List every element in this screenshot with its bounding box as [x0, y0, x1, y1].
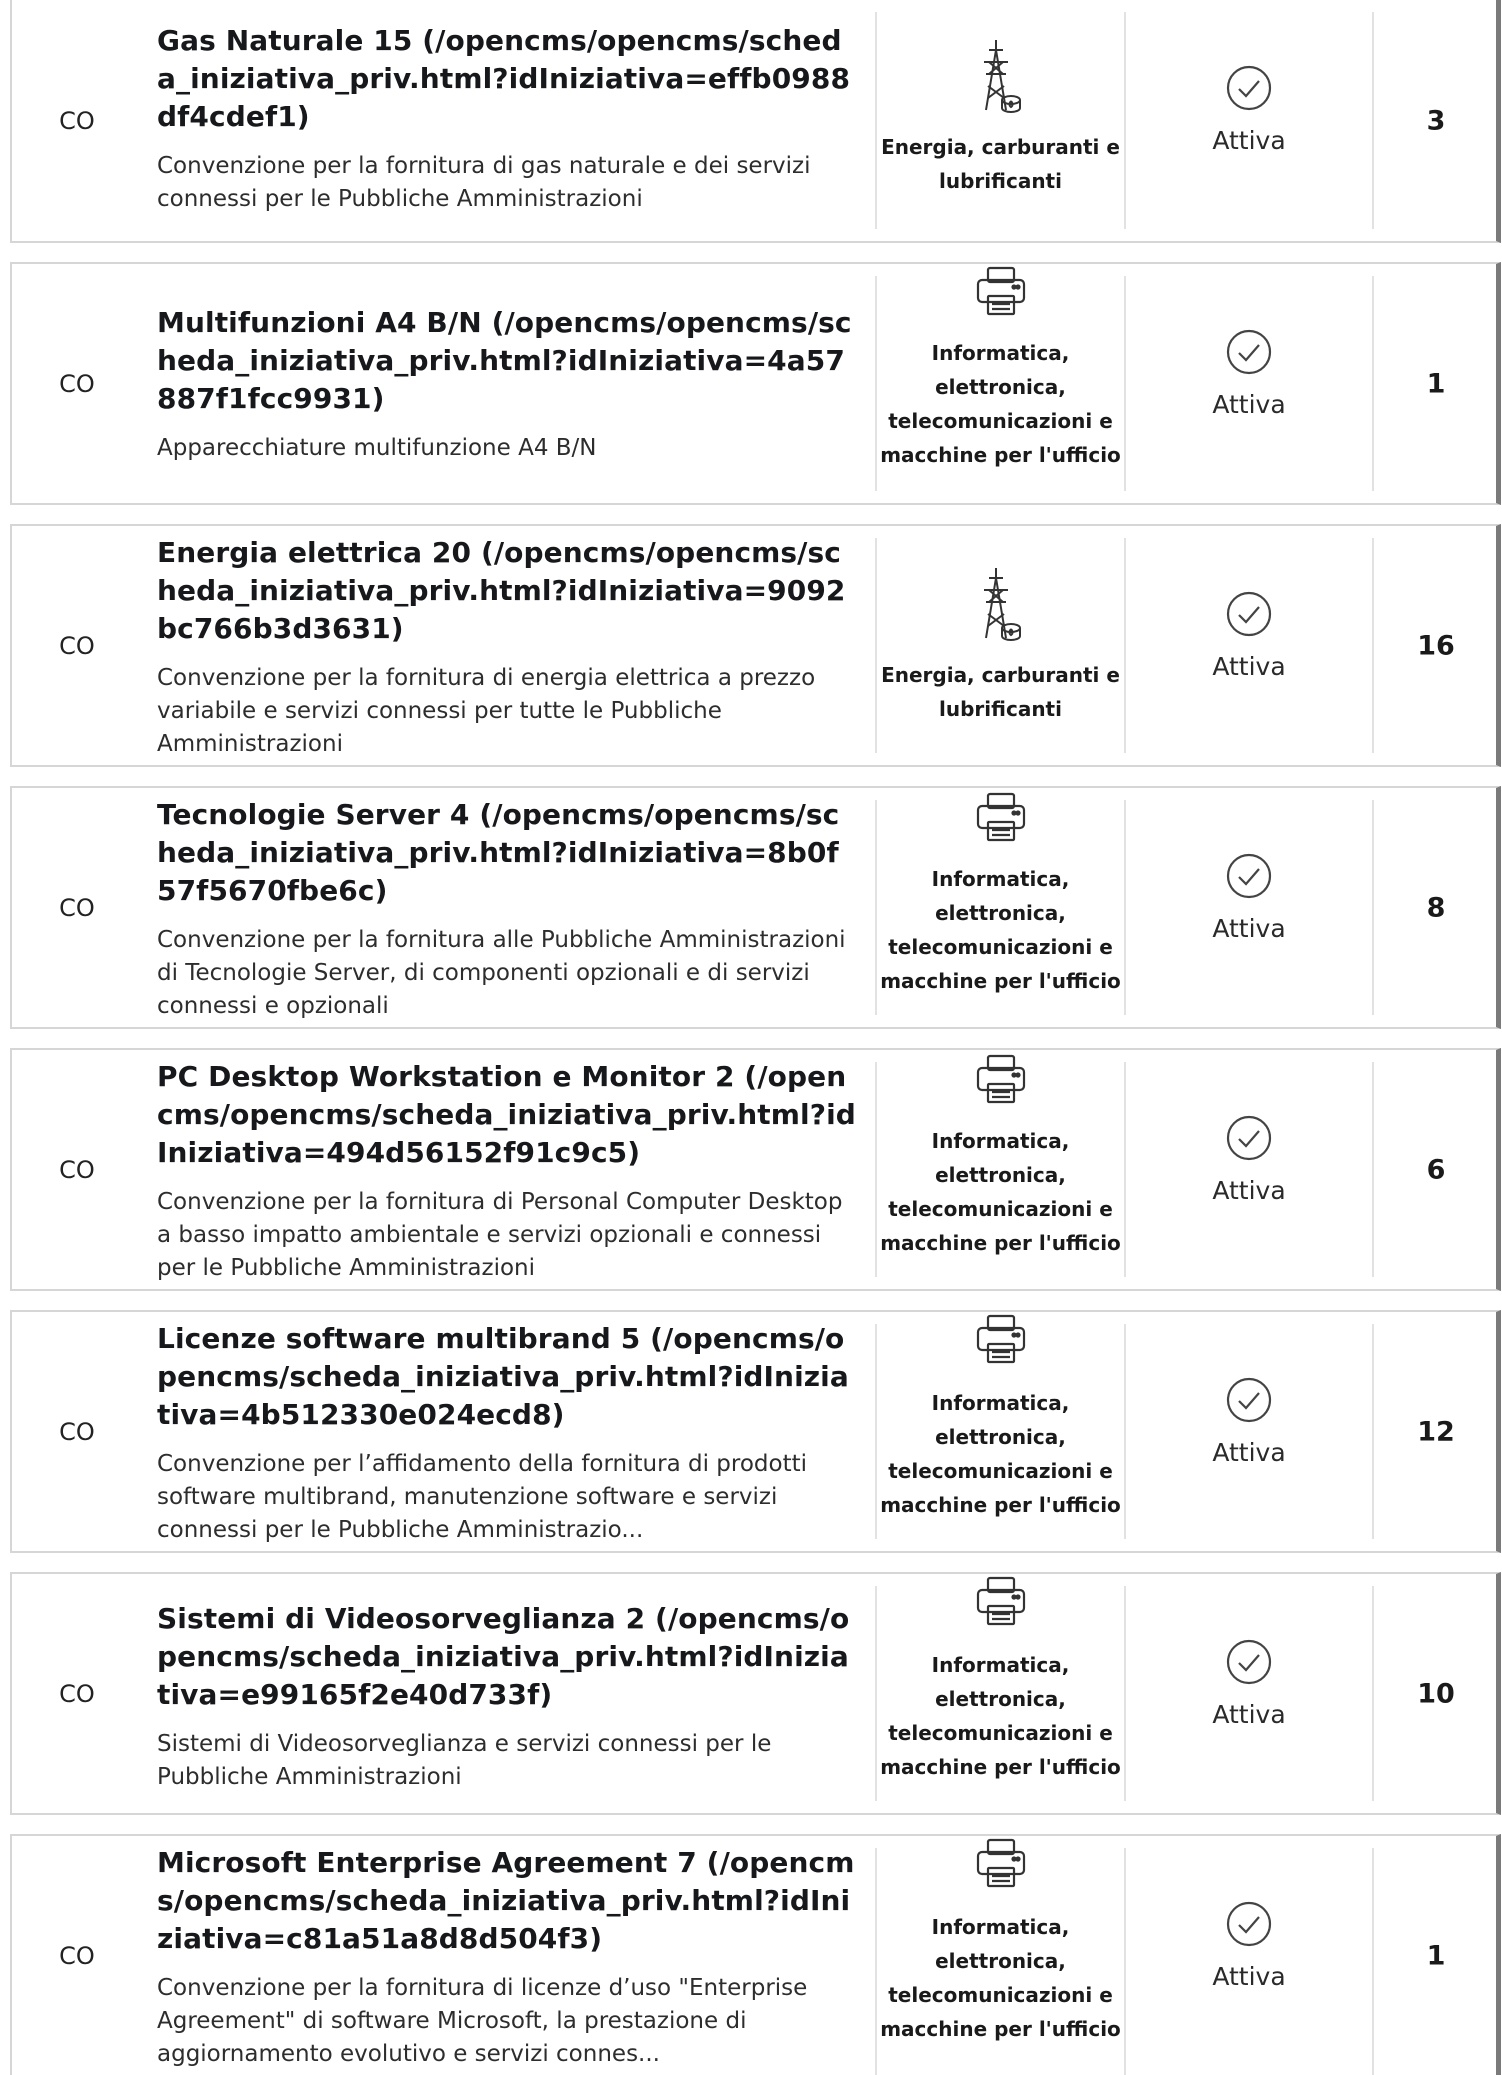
initiative-title-link[interactable]: Microsoft Enterprise Agreement 7 (/opencms/opencms/scheda_iniziativa_priv.html?idIniziativa=c81a51a8d8d504f3)	[157, 1846, 855, 1955]
initiative-description: Convenzione per l’affidamento della fornitura di prodotti software multibrand, manutenzione software e servizi connessi per le Pubbliche Amministrazio...	[157, 1451, 807, 1543]
type-cell	[12, 1312, 142, 1551]
divider	[1372, 1062, 1374, 1277]
status-cell	[1127, 1836, 1371, 2075]
category-label: Informatica, elettronica, telecomunicazioni e macchine per l'ufficio	[880, 1391, 1121, 1517]
initiative-title-link[interactable]: Energia elettrica 20 (/opencms/opencms/scheda_iniziativa_priv.html?idIniziativa=9092bc766b3d3631)	[157, 536, 846, 645]
initiative-title-link[interactable]: Tecnologie Server 4 (/opencms/opencms/scheda_iniziativa_priv.html?idIniziativa=8b0f57f5670fbe6c)	[157, 798, 840, 907]
count-value: 10	[1417, 1678, 1455, 1709]
check-circle-icon	[1225, 1376, 1273, 1424]
category-cell	[878, 1574, 1123, 1813]
category-cell	[878, 1312, 1123, 1551]
status-cell	[1127, 1050, 1371, 1289]
type-cell	[12, 526, 142, 765]
printer-icon	[974, 1576, 1028, 1632]
check-circle-icon	[1225, 590, 1273, 638]
initiative-row[interactable]	[10, 1572, 1501, 1815]
count-value: 16	[1417, 630, 1455, 661]
divider	[1372, 12, 1374, 229]
count-value: 1	[1426, 368, 1446, 399]
status-cell	[1127, 264, 1371, 503]
divider	[875, 12, 877, 229]
divider	[875, 538, 877, 753]
main-cell	[157, 526, 857, 765]
category-cell	[878, 788, 1123, 1027]
divider	[875, 800, 877, 1015]
initiative-row[interactable]	[10, 1834, 1501, 2075]
divider	[1372, 276, 1374, 491]
divider	[1372, 1848, 1374, 2075]
type-label: CO	[59, 369, 95, 398]
status-label: Attiva	[1212, 390, 1286, 419]
category-label: Informatica, elettronica, telecomunicazioni e macchine per l'ufficio	[880, 341, 1121, 467]
check-circle-icon	[1225, 328, 1273, 376]
divider	[1124, 1848, 1126, 2075]
status-cell	[1127, 526, 1371, 765]
initiative-title-link[interactable]: Licenze software multibrand 5 (/opencms/opencms/scheda_iniziativa_priv.html?idIniziativa=4b512330e024ecd8)	[157, 1322, 849, 1431]
main-cell	[157, 788, 857, 1027]
energy-pylon-icon	[981, 566, 1021, 650]
type-label: CO	[59, 1155, 95, 1184]
count-value: 6	[1426, 1154, 1446, 1185]
initiative-description: Apparecchiature multifunzione A4 B/N	[157, 435, 597, 461]
count-cell	[1375, 1836, 1497, 2075]
initiative-description: Convenzione per la fornitura di Personal Computer Desktop a basso impatto ambientale e servizi opzionali e connessi per le Pubbliche Amministrazioni	[157, 1189, 843, 1281]
category-label: Informatica, elettronica, telecomunicazioni e macchine per l'ufficio	[880, 1915, 1121, 2041]
category-cell	[878, 264, 1123, 503]
divider	[1124, 12, 1126, 229]
type-label: CO	[59, 631, 95, 660]
initiative-row[interactable]	[10, 786, 1501, 1029]
category-label: Informatica, elettronica, telecomunicazioni e macchine per l'ufficio	[880, 1129, 1121, 1255]
check-circle-icon	[1225, 1114, 1273, 1162]
divider	[1124, 1062, 1126, 1277]
count-value: 1	[1426, 1940, 1446, 1971]
category-label: Energia, carburanti e lubrificanti	[881, 663, 1120, 721]
printer-icon	[974, 1054, 1028, 1110]
status-cell	[1127, 788, 1371, 1027]
printer-icon	[974, 1838, 1028, 1894]
initiative-description: Convenzione per la fornitura di energia elettrica a prezzo variabile e servizi connessi per tutte le Pubbliche Amministrazioni	[157, 665, 816, 757]
count-cell	[1375, 264, 1497, 503]
type-label: CO	[59, 1941, 95, 1970]
initiative-row[interactable]	[10, 0, 1501, 243]
status-label: Attiva	[1212, 1962, 1286, 1991]
category-cell	[878, 1050, 1123, 1289]
check-circle-icon	[1225, 1900, 1273, 1948]
type-label: CO	[59, 893, 95, 922]
main-cell	[157, 1574, 857, 1813]
divider	[1124, 538, 1126, 753]
type-cell	[12, 1050, 142, 1289]
type-label: CO	[59, 106, 95, 135]
divider	[1124, 1586, 1126, 1801]
initiative-description: Convenzione per la fornitura alle Pubbliche Amministrazioni di Tecnologie Server, di componenti opzionali e di servizi connessi e opzionali	[157, 927, 846, 1019]
main-cell	[157, 264, 857, 503]
count-cell	[1375, 0, 1497, 241]
divider	[875, 1062, 877, 1277]
divider	[1124, 1324, 1126, 1539]
printer-icon	[974, 792, 1028, 848]
status-cell	[1127, 0, 1371, 241]
type-label: CO	[59, 1417, 95, 1446]
divider	[1372, 538, 1374, 753]
status-label: Attiva	[1212, 1438, 1286, 1467]
initiative-description: Convenzione per la fornitura di licenze d’uso "Enterprise Agreement" di software Microsoft, la prestazione di aggiornamento evolutivo e servizi connes...	[157, 1975, 808, 2067]
category-cell	[878, 526, 1123, 765]
check-circle-icon	[1225, 1638, 1273, 1686]
divider	[1372, 1324, 1374, 1539]
status-cell	[1127, 1312, 1371, 1551]
type-cell	[12, 1836, 142, 2075]
divider	[875, 1586, 877, 1801]
initiative-description: Sistemi di Videosorveglianza e servizi connessi per le Pubbliche Amministrazioni	[157, 1731, 772, 1790]
main-cell	[157, 1836, 857, 2075]
count-cell	[1375, 1574, 1497, 1813]
category-cell	[878, 0, 1123, 241]
count-value: 8	[1426, 892, 1446, 923]
count-cell	[1375, 526, 1497, 765]
category-label: Energia, carburanti e lubrificanti	[881, 135, 1120, 193]
category-label: Informatica, elettronica, telecomunicazioni e macchine per l'ufficio	[880, 1653, 1121, 1779]
type-cell	[12, 264, 142, 503]
initiative-title-link[interactable]: Multifunzioni A4 B/N (/opencms/opencms/scheda_iniziativa_priv.html?idIniziativa=4a57887f1fcc9931)	[157, 306, 852, 415]
initiative-description: Convenzione per la fornitura di gas naturale e dei servizi connessi per le Pubbliche Amministrazioni	[157, 153, 811, 212]
divider	[1372, 800, 1374, 1015]
status-label: Attiva	[1212, 1700, 1286, 1729]
type-cell	[12, 1574, 142, 1813]
divider	[1124, 800, 1126, 1015]
divider	[875, 276, 877, 491]
count-cell	[1375, 788, 1497, 1027]
main-cell	[157, 1050, 857, 1289]
initiative-title-link[interactable]: Sistemi di Videosorveglianza 2 (/opencms/opencms/scheda_iniziativa_priv.html?idIniziativa=e99165f2e40d733f)	[157, 1602, 850, 1711]
main-cell	[157, 1312, 857, 1551]
printer-icon	[974, 1314, 1028, 1370]
energy-pylon-icon	[981, 38, 1021, 122]
initiative-title-link[interactable]: PC Desktop Workstation e Monitor 2 (/opencms/opencms/scheda_iniziativa_priv.html?idIniziativa=494d56152f91c9c5)	[157, 1060, 856, 1169]
check-circle-icon	[1225, 64, 1273, 112]
type-cell	[12, 0, 142, 241]
printer-icon	[974, 266, 1028, 322]
status-label: Attiva	[1212, 1176, 1286, 1205]
status-label: Attiva	[1212, 652, 1286, 681]
count-value: 12	[1417, 1416, 1455, 1447]
count-cell	[1375, 1050, 1497, 1289]
status-label: Attiva	[1212, 126, 1286, 155]
type-cell	[12, 788, 142, 1027]
initiative-row[interactable]	[10, 524, 1501, 767]
divider	[1372, 1586, 1374, 1801]
count-value: 3	[1426, 105, 1446, 136]
divider	[875, 1848, 877, 2075]
check-circle-icon	[1225, 852, 1273, 900]
divider	[875, 1324, 877, 1539]
initiative-row[interactable]	[10, 1048, 1501, 1291]
status-cell	[1127, 1574, 1371, 1813]
category-cell	[878, 1836, 1123, 2075]
initiative-row[interactable]	[10, 262, 1501, 505]
initiative-title-link[interactable]: Gas Naturale 15 (/opencms/opencms/scheda_iniziativa_priv.html?idIniziativa=effb0988df4cdef1)	[157, 24, 851, 133]
initiative-row[interactable]	[10, 1310, 1501, 1553]
type-label: CO	[59, 1679, 95, 1708]
divider	[1124, 276, 1126, 491]
count-cell	[1375, 1312, 1497, 1551]
main-cell	[157, 0, 857, 241]
status-label: Attiva	[1212, 914, 1286, 943]
category-label: Informatica, elettronica, telecomunicazioni e macchine per l'ufficio	[880, 867, 1121, 993]
